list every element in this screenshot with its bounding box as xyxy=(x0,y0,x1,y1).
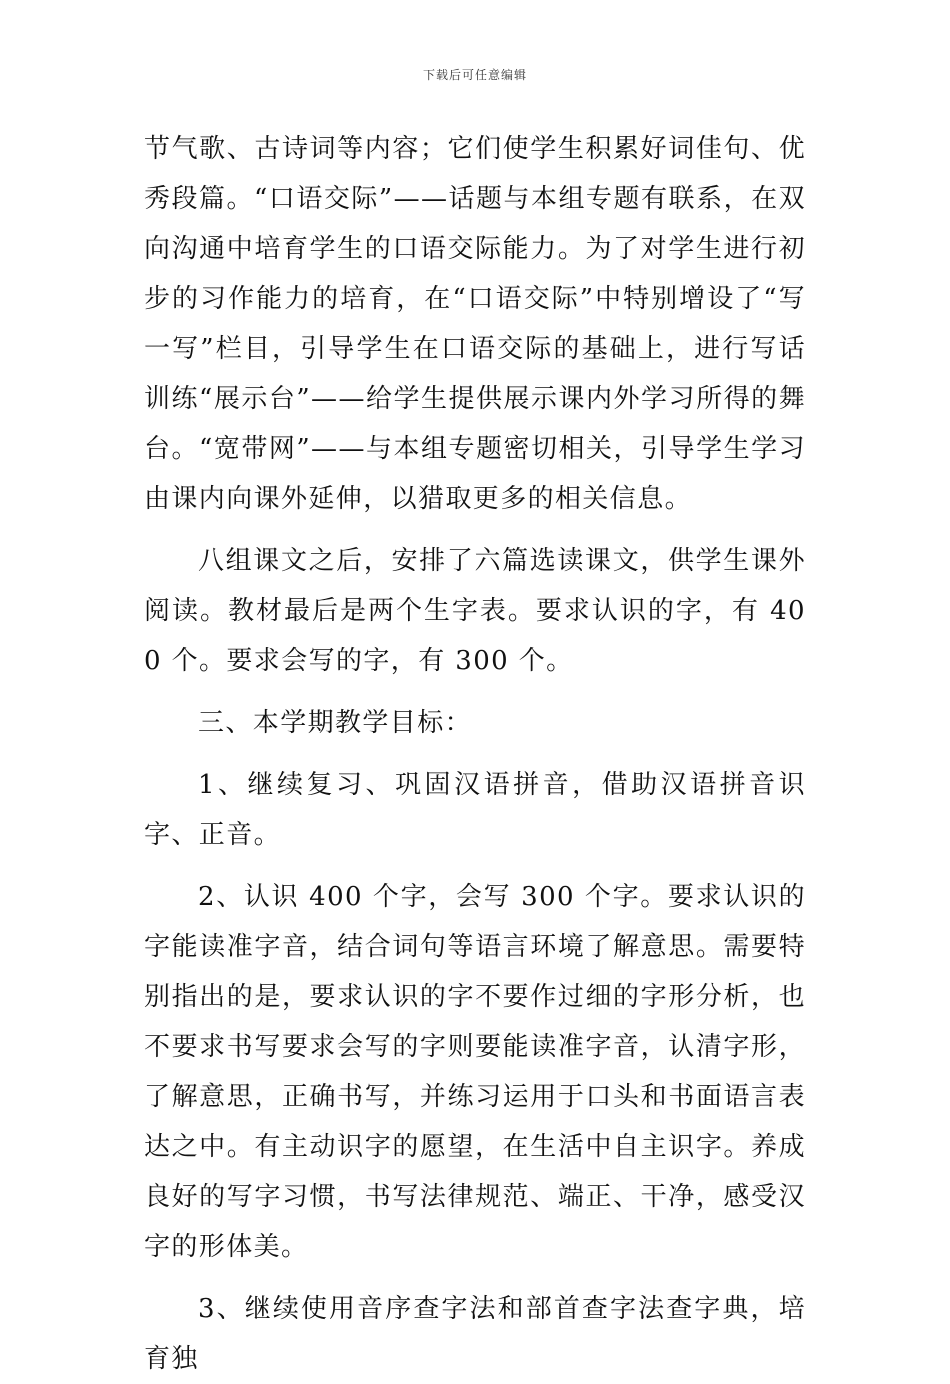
page-header: 下载后可任意编辑 xyxy=(422,68,527,82)
paragraph-elective-texts: 八组课文之后，安排了六篇选读课文，供学生课外阅读。教材最后是两个生字表。要求认识的字，有 400 个。要求会写的字，有 300 个。 xyxy=(144,546,806,676)
paragraph-goal-2: 2、认识 400 个字，会写 300 个字。要求认识的字能读准字音，结合词句等语言环境了解意思。需要特别指出的是，要求认识的字不要作过细的字形分析，也不要求书写要求会写的字则要能读准字音，认清字形，了解意思，正确书写，并练习运用于口头和书面语言表达之中。有主动识字的愿望，在生活中自主识字。养成良好的写字习惯，书写法律规范、端正、干净，感受汉字的形体美。 xyxy=(144,882,806,1262)
paragraph-continuation: 节气歌、古诗词等内容；它们使学生积累好词佳句、优秀段篇。“口语交际”——话题与本组专题有联系，在双向沟通中培育学生的口语交际能力。为了对学生进行初步的习作能力的培育，在“口语交际”中特别增设了“写一写”栏目，引导学生在口语交际的基础上，进行写话训练“展示台”——给学生提供展示课内外学习所得的舞台。“宽带网”——与本组专题密切相关，引导学生学习由课内向课外延伸，以猎取更多的相关信息。 xyxy=(144,134,806,514)
paragraph-goal-1: 1、继续复习、巩固汉语拼音，借助汉语拼音识字、正音。 xyxy=(144,770,806,850)
document-body xyxy=(144,124,806,1384)
section-heading-goals: 三、本学期教学目标： xyxy=(198,708,473,738)
paragraph-goal-3: 3、继续使用音序查字法和部首查字法查字典，培育独 xyxy=(144,1294,806,1374)
